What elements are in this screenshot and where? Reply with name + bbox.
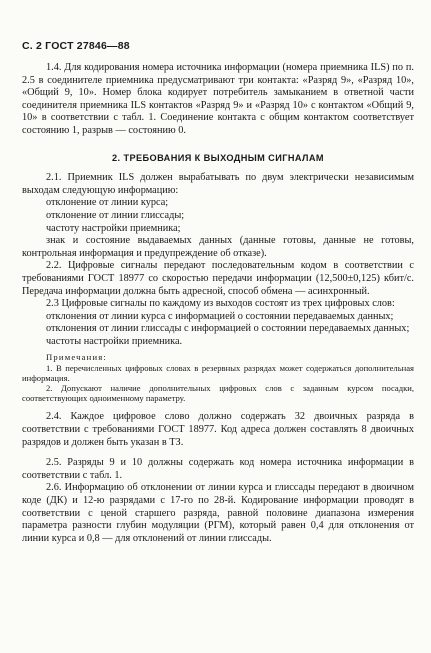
- list-item: знак и состояние выдаваемых данных (данные готовы, данные не готовы, контрольная информация и предупреждение об отказе).: [22, 235, 414, 259]
- section-title: 2. ТРЕБОВАНИЯ К ВЫХОДНЫМ СИГНАЛАМ: [112, 152, 324, 163]
- list-item: отклонения от линии глиссады с информацией о состоянии передаваемых данных;: [46, 323, 410, 335]
- list-item: частоты настройки приемника.: [46, 335, 183, 347]
- list-item: отклонение от линии глиссады;: [46, 209, 185, 221]
- notes-title-text: Примечания:: [46, 352, 108, 363]
- list-item: отклонение от линии курса;: [46, 197, 169, 209]
- paragraph-2-5: 2.5. Разряды 9 и 10 должны содержать код номера источника информации в соответствии с табл. 1.: [22, 457, 414, 481]
- paragraph-2-3: 2.3 Цифровые сигналы по каждому из выходов состоят из трех цифровых слов:: [46, 298, 395, 310]
- page-header: С. 2 ГОСТ 27846—88: [22, 40, 130, 52]
- paragraph-1-4: 1.4. Для кодирования номера источника информации (номера приемника ILS) по п. 2.5 в соединителе приемника предусматривают три контакта: «Разряд 9», «Разряд 10», «Общий 9, 10». Номер блока кодирует потребитель замыканием в ответной части соединителя приемника ILS контактов «Разряд 9» и «Разряд 10» с контактом «Общий 9, 10» в соответствии с табл. 1. Соединение контакта с общим контактом соответствует состоянию 1, разрыв — состоянию 0.: [22, 62, 414, 136]
- paragraph-2-1: 2.1. Приемник ILS должен вырабатывать по двум электрически независимым выходам следующую информацию:: [22, 172, 414, 196]
- note-item: 2. Допускают наличие дополнительных цифровых слов с заданным курсом посадки, соответствующих одноименному параметру.: [22, 383, 414, 404]
- note-item: 1. В перечисленных цифровых словах в резервных разрядах может содержаться дополнительная информация.: [22, 362, 414, 383]
- list-item: отклонения от линии курса с информацией о состоянии передаваемых данных;: [46, 310, 394, 322]
- document-body: [22, 62, 414, 545]
- list-item: частоту настройки приемника;: [46, 222, 181, 234]
- paragraph-2-4: 2.4. Каждое цифровое слово должно содержать 32 двоичных разряда в соответствии с требованиями ГОСТ 18977. Код адреса должен составлять 8 двоичных разрядов и должен быть указан в ТЗ.: [22, 411, 414, 448]
- paragraph-2-2: 2.2. Цифровые сигналы передают последовательным кодом в соответствии с требованиями ГОСТ 18977 со скоростью передачи информации (12,500±0,125) кбит/с. Передача информации должна быть адресной, способ обмена — асинхронный.: [22, 260, 414, 297]
- paragraph-2-6: 2.6. Информацию об отклонении от линии курса и глиссады передают в двоичном коде (ДК) и 12-ю разрядами с 17-го по 28-й. Кодирование информации проводят в соответствии с ценой старшего разряда, равной половине диапазона измерения параметра разности глубин модуляции (РГМ), который равен 0,4 для отклонения от линии курса и 0,8 — для отклонений от линии глиссады.: [22, 482, 414, 544]
- notes-title: [22, 352, 414, 362]
